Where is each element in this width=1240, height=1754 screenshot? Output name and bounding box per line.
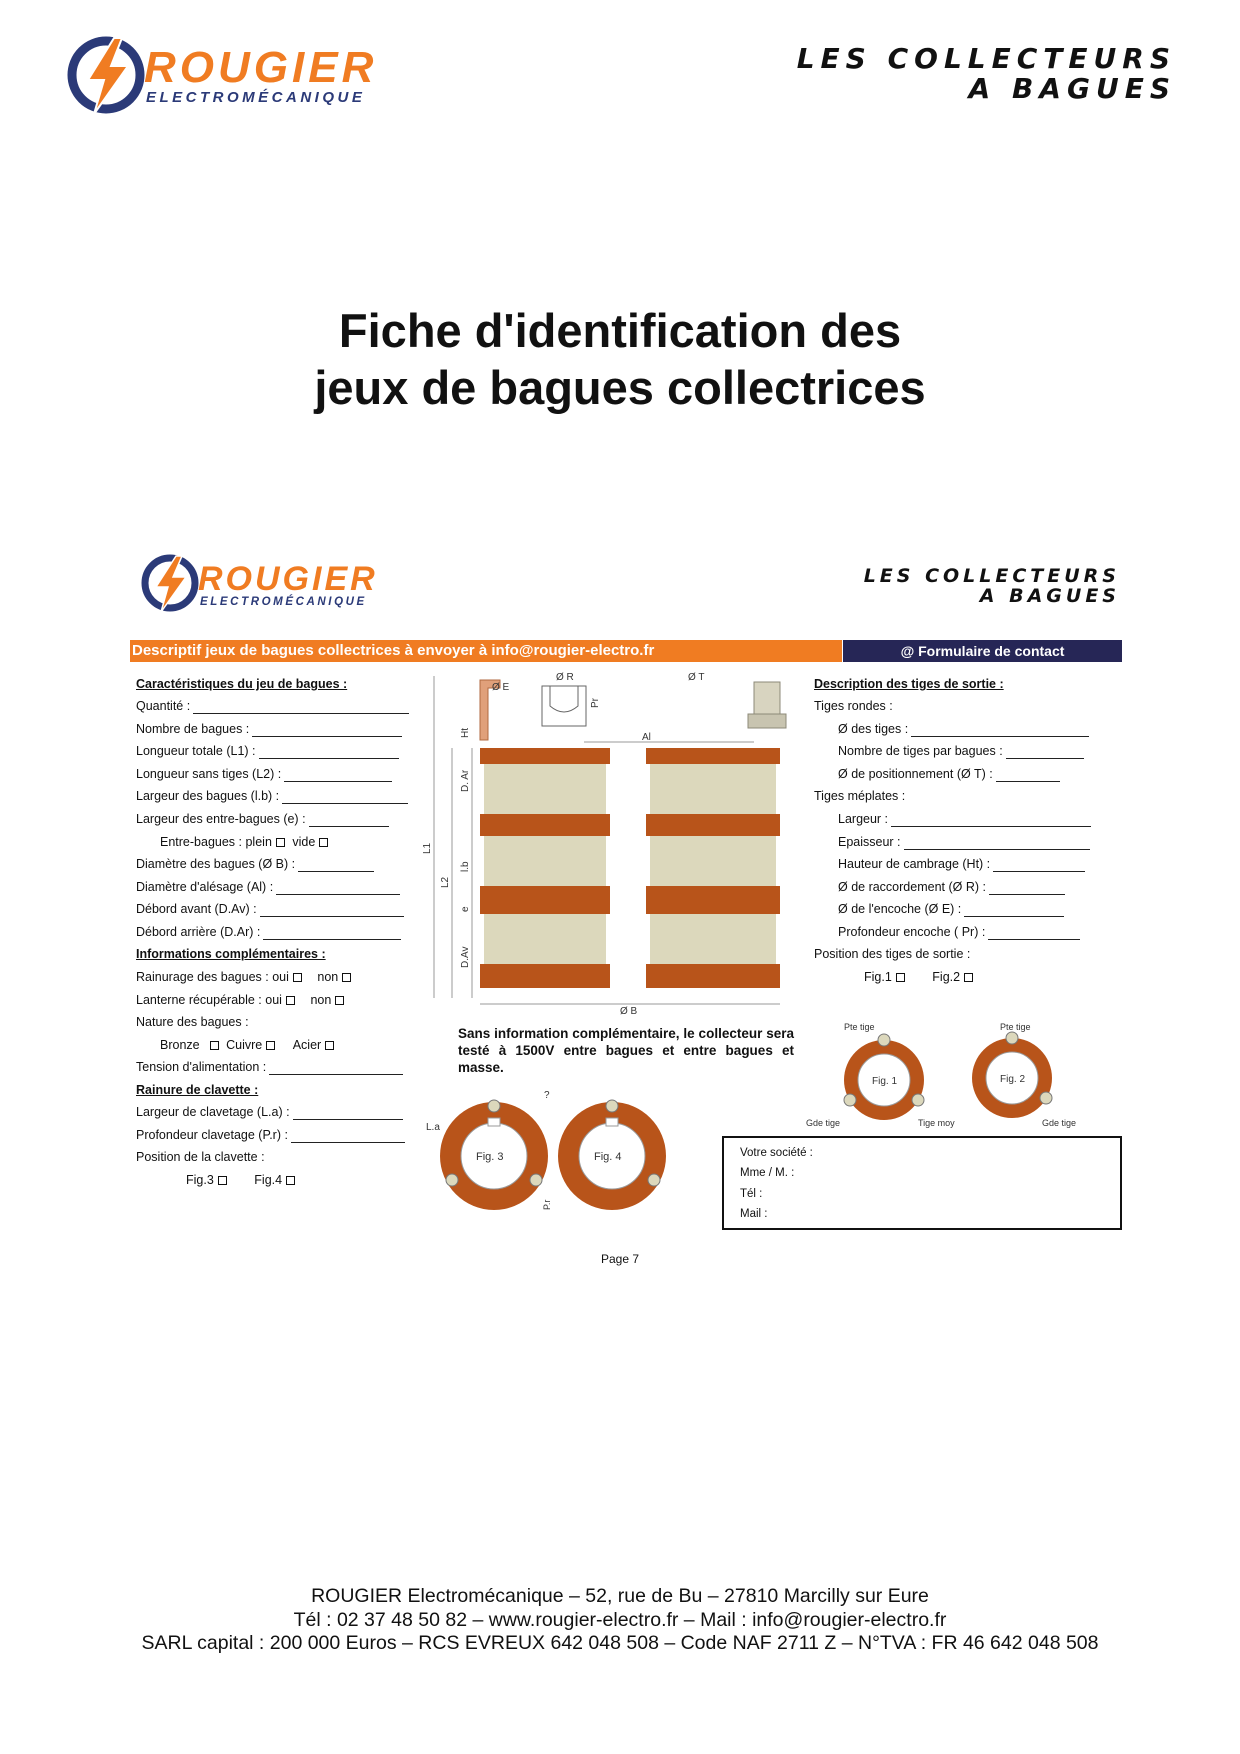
fig1-gde-tige: Gde tige <box>806 1118 841 1128</box>
label-acier: Acier <box>292 1038 322 1052</box>
label-profondeur-clavetage: Profondeur clavetage (P.r) : <box>136 1128 288 1142</box>
field-tension[interactable] <box>136 1059 403 1075</box>
ring-left-2 <box>484 836 606 886</box>
round-terminal-nut <box>748 714 786 728</box>
sheet-header-line-2: A BAGUES <box>979 585 1120 607</box>
fig1-terminal-right <box>912 1094 924 1106</box>
field-largeur[interactable] <box>838 811 1091 827</box>
label-d-position: Ø de positionnement (Ø T) : <box>838 767 993 781</box>
field-nombre-bagues[interactable] <box>136 721 402 737</box>
checkbox-fig2[interactable] <box>964 973 973 982</box>
field-debord-arriere[interactable] <box>136 924 401 940</box>
document-title <box>0 302 1240 416</box>
field-hauteur-cambrage[interactable] <box>838 856 1085 872</box>
sheet-logo-name: ROUGIER <box>198 560 378 598</box>
label-fig2: Fig.2 <box>932 970 961 984</box>
checkbox-cuivre[interactable] <box>266 1041 275 1050</box>
logo-name: ROUGIER <box>144 43 378 92</box>
figures-1-2 <box>806 1018 1090 1132</box>
label-largeur-entre: Largeur des entre-bagues (e) : <box>136 812 306 826</box>
fig1-tige-moy: Tige moy <box>918 1118 955 1128</box>
label-d-tiges: Ø des tiges : <box>838 722 909 736</box>
label-tension: Tension d'alimentation : <box>136 1060 267 1074</box>
checkbox-bronze[interactable] <box>210 1041 219 1050</box>
field-diametre-alesage[interactable] <box>136 879 400 895</box>
field-largeur-clavetage[interactable] <box>136 1104 403 1120</box>
right-form-column <box>814 676 1114 996</box>
label-l2: L2 <box>440 876 451 888</box>
label-fig4: Fig.4 <box>254 1173 283 1187</box>
spacer-right-1 <box>646 814 780 836</box>
checkbox-fig3[interactable] <box>218 1176 227 1185</box>
label-ht: Ht <box>460 728 471 738</box>
contact-box <box>722 1136 1122 1230</box>
figures-3-4 <box>426 1088 668 1216</box>
field-entre-bagues <box>160 834 332 850</box>
field-longueur-totale[interactable] <box>136 743 399 759</box>
field-quantite[interactable] <box>136 698 409 714</box>
label-rainurage-oui: oui <box>272 970 289 984</box>
field-profondeur-encoche[interactable] <box>838 924 1080 940</box>
label-lb: l.b <box>460 861 471 872</box>
sheet-header-line-1: LES COLLECTEURS <box>863 565 1120 587</box>
label-d-b: Ø B <box>620 1006 638 1017</box>
label-lanterne-oui: oui <box>265 993 282 1007</box>
label-lanterne: Lanterne récupérable : <box>136 993 262 1007</box>
fig3-label: Fig. 3 <box>476 1151 504 1163</box>
collector-left-half <box>480 748 610 988</box>
sheet-logo <box>140 550 480 620</box>
field-epaisseur[interactable] <box>838 834 1090 850</box>
label-debord-arriere: Débord arrière (D.Ar) : <box>136 925 261 939</box>
fig3-bolt-left <box>446 1174 458 1186</box>
label-d-e: Ø E <box>492 682 510 693</box>
fig1-pte-tige: Pte tige <box>844 1022 875 1032</box>
field-largeur-entre-bagues[interactable] <box>136 811 389 827</box>
logo-subtitle: ELECTROMÉCANIQUE <box>146 89 366 106</box>
fig2-label: Fig. 2 <box>1000 1074 1026 1085</box>
checkbox-vide[interactable] <box>319 838 328 847</box>
fig2-terminal-right <box>1040 1092 1052 1104</box>
label-longueur-sans-tiges: Longueur sans tiges (L2) : <box>136 767 282 781</box>
checkbox-lanterne-oui[interactable] <box>286 996 295 1005</box>
label-quantite: Quantité : <box>136 699 191 713</box>
field-diametre-bagues[interactable] <box>136 856 374 872</box>
section-rainure-clavette: Rainure de clavette : <box>136 1083 259 1097</box>
footer-line-1: ROUGIER Electromécanique – 52, rue de Bu – 27810 Marcilly sur Eure <box>311 1585 929 1607</box>
field-d-raccordement[interactable] <box>838 879 1065 895</box>
label-rainurage: Rainurage des bagues : <box>136 970 269 984</box>
label-fig1: Fig.1 <box>864 970 892 984</box>
field-profondeur-clavetage[interactable] <box>136 1127 405 1143</box>
section-informations: Informations complémentaires : <box>136 947 326 961</box>
label-dar: D. Ar <box>460 769 471 792</box>
fig1-label: Fig. 1 <box>872 1076 898 1087</box>
header-line-1: LES COLLECTEURS <box>796 42 1176 75</box>
fig3-la: L.a <box>426 1122 440 1133</box>
field-largeur-bagues[interactable] <box>136 788 408 804</box>
fig1-terminal-top <box>878 1034 890 1046</box>
label-tiges-meplates: Tiges méplates : <box>814 789 906 803</box>
label-position-tiges: Position des tiges de sortie : <box>814 947 971 961</box>
sheet-logo-graphic <box>140 550 480 620</box>
ring-right-3 <box>650 914 776 964</box>
checkbox-fig4[interactable] <box>286 1176 295 1185</box>
flange-top-right <box>646 748 780 764</box>
field-position-clavette <box>186 1172 299 1188</box>
label-d-encoche: Ø de l'encoche (Ø E) : <box>838 902 962 916</box>
footer <box>0 1585 1240 1656</box>
fig3-keyway <box>488 1118 500 1126</box>
label-position-clavette: Position de la clavette : <box>136 1150 265 1164</box>
field-d-tiges[interactable] <box>838 721 1089 737</box>
label-plein: plein <box>245 835 272 849</box>
checkbox-rainurage-non[interactable] <box>342 973 351 982</box>
fig1-terminal-left <box>844 1094 856 1106</box>
checkbox-acier[interactable] <box>325 1041 334 1050</box>
ring-right-1 <box>650 764 776 814</box>
ring-right-2 <box>650 836 776 886</box>
test-voltage-note: Sans information complémentaire, le collecteur sera testé à 1500V entre bagues et entre bagues et masse. <box>458 1026 794 1075</box>
section-caracteristiques: Caractéristiques du jeu de bagues : <box>136 677 348 691</box>
left-form-column <box>136 676 426 1196</box>
contact-mme[interactable]: Mme / M. : <box>740 1167 795 1179</box>
fig2-terminal-top <box>1006 1032 1018 1044</box>
figure-4 <box>558 1100 666 1210</box>
ring-left-1 <box>484 764 606 814</box>
checkbox-fig1[interactable] <box>896 973 905 982</box>
fig3-bolt-right <box>530 1174 542 1186</box>
field-nb-tiges[interactable] <box>838 743 1084 759</box>
label-diametre-alesage: Diamètre d'alésage (Al) : <box>136 880 274 894</box>
label-nombre-bagues: Nombre de bagues : <box>136 722 250 736</box>
logo-graphic <box>66 30 486 120</box>
field-debord-avant[interactable] <box>136 901 404 917</box>
label-fig3: Fig.3 <box>186 1173 214 1187</box>
form-banner: Descriptif jeux de bagues collectrices à envoyer à info@rougier-electro.fr <box>130 640 842 662</box>
fig-pr: P.r <box>542 1199 552 1210</box>
label-bronze: Bronze <box>160 1038 200 1052</box>
header-line-2: A BAGUES <box>968 72 1176 105</box>
footer-line-3: SARL capital : 200 000 Euros – RCS EVREUX 642 048 508 – Code NAF 2711 Z – N°TVA : FR 46 642 048 508 <box>141 1632 1099 1654</box>
fig4-bolt-right <box>648 1174 660 1186</box>
flange-top-left <box>480 748 610 764</box>
field-rainurage <box>136 969 355 985</box>
label-profondeur-encoche: Profondeur encoche ( Pr) : <box>838 925 986 939</box>
label-hauteur-cambrage: Hauteur de cambrage (Ht) : <box>838 857 991 871</box>
label-entre-bagues: Entre-bagues : <box>160 835 242 849</box>
label-largeur-bagues: Largeur des bagues (l.b) : <box>136 789 280 803</box>
label-tiges-rondes: Tiges rondes : <box>814 699 893 713</box>
terminal-detail <box>542 686 586 726</box>
label-debord-avant: Débord avant (D.Av) : <box>136 902 257 916</box>
checkbox-rainurage-oui[interactable] <box>293 973 302 982</box>
field-nature <box>160 1037 338 1053</box>
label-dav: D.Av <box>460 946 471 968</box>
figure-1 <box>806 1022 955 1128</box>
page-number: Page 7 <box>600 1252 640 1266</box>
notch-detail <box>550 686 578 712</box>
label-pr: Pr <box>590 698 601 708</box>
label-diametre-bagues: Diamètre des bagues (Ø B) : <box>136 857 296 871</box>
spacer-left-2 <box>480 886 610 914</box>
sheet-header-title <box>864 566 1120 606</box>
label-vide: vide <box>292 835 316 849</box>
flange-bottom-left <box>480 964 610 988</box>
label-nature: Nature des bagues : <box>136 1015 249 1029</box>
title-line-2: jeux de bagues collectrices <box>314 361 926 414</box>
spacer-left-1 <box>480 814 610 836</box>
label-largeur: Largeur : <box>838 812 889 826</box>
footer-line-2: Tél : 02 37 48 50 82 – www.rougier-electro.fr – Mail : info@rougier-electro.fr <box>293 1608 947 1631</box>
label-longueur-totale: Longueur totale (L1) : <box>136 744 256 758</box>
figure-2 <box>972 1022 1076 1128</box>
label-d-raccordement: Ø de raccordement (Ø R) : <box>838 880 986 894</box>
contact-mail[interactable]: Mail : <box>740 1208 768 1220</box>
figure-3 <box>426 1100 548 1210</box>
page-header-title <box>797 44 1176 104</box>
spacer-right-2 <box>646 886 780 914</box>
ring-left-3 <box>484 914 606 964</box>
company-logo <box>66 30 486 120</box>
label-largeur-clavetage: Largeur de clavetage (L.a) : <box>136 1105 290 1119</box>
contact-form-link[interactable]: @ Formulaire de contact <box>843 640 1122 662</box>
fig-question-mark: ? <box>544 1090 550 1101</box>
checkbox-plein[interactable] <box>276 838 285 847</box>
label-e: e <box>460 906 471 912</box>
field-d-position[interactable] <box>838 766 1060 782</box>
fig2-pte-tige: Pte tige <box>1000 1022 1031 1032</box>
fig4-keyway <box>606 1118 618 1126</box>
label-al: Al <box>642 732 651 743</box>
label-d-t: Ø T <box>688 672 705 683</box>
section-tiges: Description des tiges de sortie : <box>814 677 1004 691</box>
collector-diagram <box>424 668 810 1016</box>
contact-tel[interactable]: Tél : <box>740 1188 763 1200</box>
flange-bottom-right <box>646 964 780 988</box>
checkbox-lanterne-non[interactable] <box>335 996 344 1005</box>
fig2-gde-tige: Gde tige <box>1042 1118 1077 1128</box>
field-lanterne <box>136 992 348 1008</box>
field-position-tiges <box>864 969 977 985</box>
fig3-bolt-top <box>488 1100 500 1112</box>
fig4-label: Fig. 4 <box>594 1151 622 1163</box>
collector-right-half <box>646 748 780 988</box>
label-d-r: Ø R <box>556 672 574 683</box>
title-line-1: Fiche d'identification des <box>338 304 902 357</box>
label-lanterne-non: non <box>310 993 332 1007</box>
label-epaisseur: Epaisseur : <box>838 835 901 849</box>
label-rainurage-non: non <box>317 970 339 984</box>
field-d-encoche[interactable] <box>838 901 1064 917</box>
sheet-logo-subtitle: ELECTROMÉCANIQUE <box>200 596 367 608</box>
label-l1: L1 <box>422 842 433 854</box>
field-longueur-sans-tiges[interactable] <box>136 766 392 782</box>
label-cuivre: Cuivre <box>226 1038 263 1052</box>
fig4-bolt-top <box>606 1100 618 1112</box>
contact-societe[interactable]: Votre société : <box>740 1147 813 1159</box>
label-nb-tiges: Nombre de tiges par bagues : <box>838 744 1003 758</box>
